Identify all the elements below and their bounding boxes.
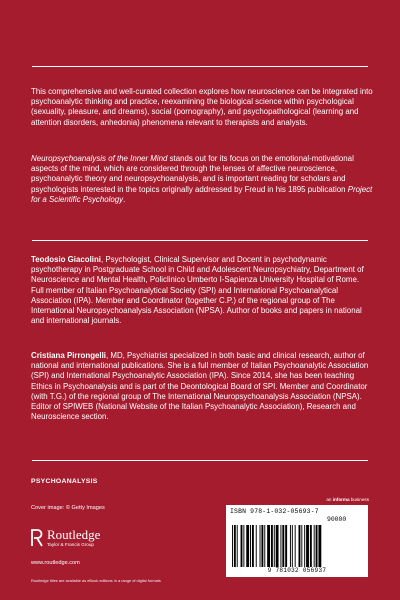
barcode-bar [243, 525, 244, 567]
description-paragraph-1: This comprehensive and well-curated collection explores how neuroscience can be integrated into psychoanalytic thinking and practice, reexamining the biological science within psychological (sexuality, pleasure, and dreams), social (pornography), and psychopathological (learning and attention disorders, anhedonia) phenomena relevant to therapists and analysts. [31, 87, 373, 127]
barcode-digits: 9 781032 056937 [267, 567, 327, 574]
publisher-tagline: Taylor & Francis Group [47, 542, 94, 547]
barcode-graphic [232, 525, 362, 567]
author-bio-1 [31, 255, 373, 326]
barcode-bar [316, 525, 318, 567]
barcode-bar [256, 525, 257, 567]
author-name-2: Cristiana Pirrongelli [31, 351, 106, 360]
informa-business-label: an informa business [326, 497, 369, 502]
freud-work-title: Project for a Scientific Psychology [31, 184, 373, 204]
divider-bottom [32, 460, 368, 461]
barcode-bar [304, 525, 305, 567]
barcode-bar [250, 525, 251, 567]
barcode-bar [267, 525, 270, 567]
isbn-label: ISBN 978-1-032-05693-7 [230, 508, 319, 515]
description-paragraph-2-end: . [123, 194, 126, 204]
description-paragraph-2-body: stands out for its focus on the emotional-motivational aspects of the mind, which are considered through the lenses of affective neuroscience, psychoanalytic theory and neuropsychoanalysis, and is important reading for scholars and psychologists interested in the topics originally addressed by Freud in his 1895 publication [31, 154, 354, 194]
barcode-bar [261, 525, 263, 567]
divider-top [32, 66, 368, 67]
book-title: Neuropsychoanalysis of the Inner Mind [31, 154, 168, 163]
barcode-bar [237, 525, 238, 567]
price-code: 90000 [327, 516, 347, 523]
subject-category: PSYCHOANALYSIS [31, 478, 98, 485]
barcode-bar [306, 525, 309, 567]
author-bio-text-2: , MD, Psychiatrist specialized in both basic and clinical research, author of national and international publications. She is a full member of Italian Psychoanalytic Association (SPI) and International Psychoanalytic Association (IPA). Since 2014, she has been teaching Ethics in Psychoanalysis and is part of the Deontological Board of SPI. Member and Coordinator (with T.G.) of the regional group of The International Neuropsychoanalysis Association (NPSA). Editor of SPIWEB (National Website of the Italian Psychoanalytic Association), Research and Neuroscience section. [31, 351, 369, 422]
barcode-bar [271, 525, 273, 567]
barcode-bar [285, 525, 287, 567]
barcode-bar [310, 525, 312, 567]
ebook-availability-note: Routledge titles are available as eBook editions in a range of digital formats [31, 578, 161, 583]
publisher-name: Routledge [47, 527, 101, 542]
barcode-bar [301, 525, 302, 567]
informa-brand: informa [332, 497, 350, 502]
description-paragraph-2 [31, 154, 373, 205]
barcode-bar [292, 525, 293, 567]
barcode-bar [314, 525, 315, 567]
author-name-1: Teodosio Giacolini [31, 255, 101, 264]
barcode-bar [299, 525, 301, 567]
barcode-bar [280, 525, 281, 567]
barcode-bar [318, 525, 321, 567]
publisher-logo [31, 527, 121, 555]
publisher-website: www.routledge.com [31, 560, 80, 566]
author-bio-2 [31, 351, 373, 422]
author-bio-text-1: , Psychologist, Clinical Supervisor and Docent in psychodynamic psychotherapy in Postgraduate School in Child and Adolescent Neuropsychiatry, Department of Neuroscience and Mental Health, Policlinico Umberto I-Sapienza University Hospital of Rome. Full member of Italian Psychoanalytical Society (SPI) and International Psychoanalytical Association (IPA). Member and Coordinator (together C.P.) of the regional group of The International Neuropsychoanalysis Association (NPSA). Author of books and papers in national and international journals. [31, 255, 364, 326]
barcode-bar [246, 525, 249, 567]
barcode-bar [234, 525, 236, 567]
divider-middle [32, 240, 368, 241]
barcode-bar [276, 525, 279, 567]
routledge-r-icon [31, 529, 43, 547]
barcode-bar [290, 525, 291, 567]
barcode-bar [274, 525, 275, 567]
top-band [0, 0, 400, 66]
cover-image-credit: Cover image: © Getty Images [31, 505, 105, 511]
barcode-bar [282, 525, 284, 567]
barcode-bar [241, 525, 243, 567]
barcode-bar [264, 525, 265, 567]
barcode-bar [295, 525, 296, 567]
barcode-bar [252, 525, 254, 567]
barcode-bar [232, 525, 233, 567]
barcode-bar [260, 525, 261, 567]
barcode-panel [226, 505, 368, 577]
